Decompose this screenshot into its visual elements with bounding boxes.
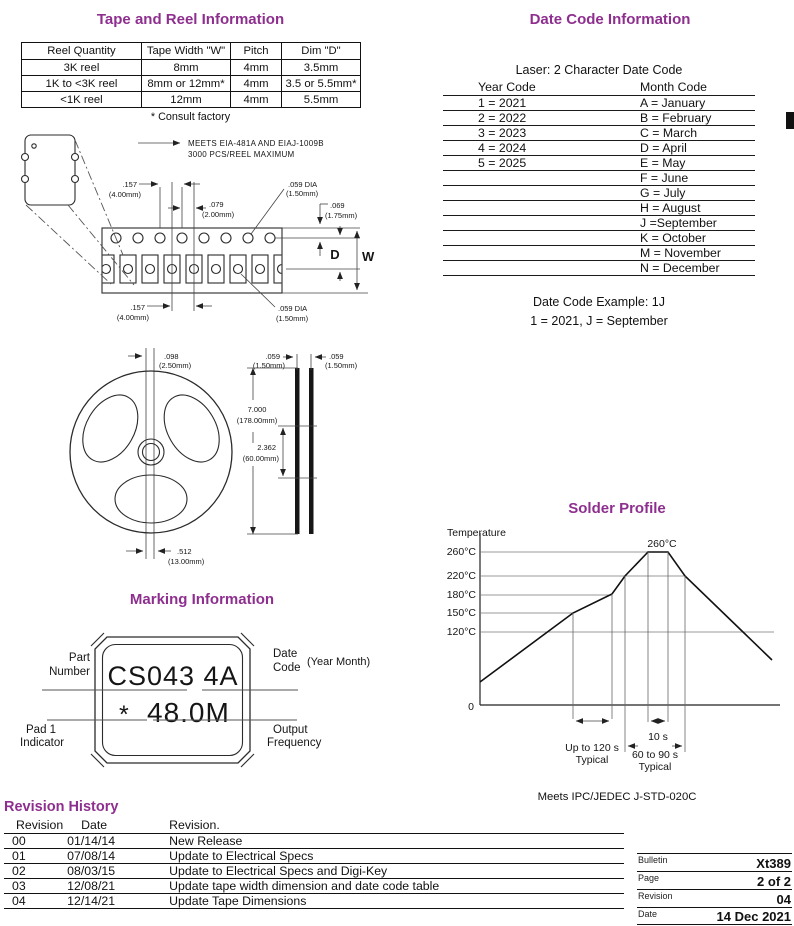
- cell: <1K reel: [22, 92, 142, 108]
- tape-drawing: [10, 125, 410, 335]
- bulletin-label: Bulletin: [638, 855, 668, 865]
- marking-heading: Marking Information: [129, 591, 275, 608]
- cell: 01/14/14: [63, 833, 163, 848]
- marking-pad1-star: *: [119, 701, 129, 729]
- col-header: Revision.: [163, 818, 624, 833]
- reel-drawing: [40, 340, 400, 585]
- dim-pitch-mm: (4.00mm): [108, 190, 141, 199]
- revision-row: [4, 863, 624, 878]
- month-code: E = May: [640, 155, 755, 170]
- y-axis-label: Temperature: [447, 527, 506, 539]
- table-row: [22, 76, 361, 92]
- label-date: Date: [273, 648, 298, 660]
- info-row: [637, 871, 792, 889]
- cell: 4mm: [231, 92, 282, 108]
- cell: 5.5mm: [282, 92, 361, 108]
- annotation-reflow-typical: Typical: [638, 761, 672, 773]
- dim-offset: .079: [209, 200, 224, 209]
- col-header: Tape Width "W": [142, 43, 231, 60]
- label-pad1: Pad 1: [26, 724, 57, 736]
- dim-center-hole: .512: [177, 547, 192, 556]
- table-row: [22, 92, 361, 108]
- page-value: 2 of 2: [757, 874, 791, 889]
- date-label: Date: [638, 909, 658, 919]
- month-code: K = October: [640, 230, 755, 245]
- date-code-table: [443, 79, 755, 276]
- month-code: H = August: [640, 200, 755, 215]
- bulletin-value: Xt389: [756, 856, 791, 871]
- dim-tape2: .059: [329, 352, 344, 361]
- label-output: Output: [273, 724, 308, 736]
- label-number: Number: [49, 666, 90, 678]
- revision-row: [4, 893, 624, 908]
- dim-hub: 2.362: [257, 443, 276, 452]
- svg-text:180°C: 180°C: [446, 589, 476, 601]
- svg-text:150°C: 150°C: [446, 607, 476, 619]
- date-code-example-detail: 1 = 2021, J = September: [530, 314, 668, 328]
- month-code: A = January: [640, 95, 755, 110]
- dim-hub-mm: (60.00mm): [242, 454, 279, 463]
- solder-profile-heading: Solder Profile: [568, 500, 666, 517]
- dim-hole-dia-bottom: .059 DIA: [278, 304, 308, 313]
- dim-hole-dia: .059 DIA: [288, 180, 318, 189]
- cell: 02: [4, 863, 63, 878]
- document-info-box: [637, 853, 792, 925]
- revision-history-heading: Revision History: [4, 799, 119, 815]
- cell: 4mm: [231, 60, 282, 76]
- cell: 8mm or 12mm*: [142, 76, 231, 92]
- table-footnote: * Consult factory: [150, 111, 231, 123]
- info-row: [637, 907, 792, 925]
- marking-part-number: CS043 4A: [107, 661, 239, 691]
- month-code: J =September: [640, 215, 755, 230]
- cell: 8mm: [142, 60, 231, 76]
- cell: 03: [4, 878, 63, 893]
- cell: 3K reel: [22, 60, 142, 76]
- origin-label: 0: [468, 701, 474, 713]
- revision-row: [4, 878, 624, 893]
- dim-pitch-bottom-mm: (4.00mm): [116, 313, 149, 322]
- reference-drop-lines: [573, 552, 685, 752]
- dim-w-label: W: [362, 249, 375, 264]
- month-code: N = December: [640, 260, 755, 275]
- cell: 07/08/14: [63, 848, 163, 863]
- date-code-heading: Date Code Information: [529, 11, 691, 28]
- cell: Update to Electrical Specs: [163, 848, 624, 863]
- month-code: B = February: [640, 110, 755, 125]
- month-code-header: Month Code: [640, 79, 755, 95]
- revision-history-table: [4, 818, 624, 909]
- cell: 4mm: [231, 76, 282, 92]
- cell: 3.5mm: [282, 60, 361, 76]
- label-part: Part: [68, 652, 90, 664]
- dim-slot: .098: [164, 352, 179, 361]
- year-code-header: Year Code: [443, 79, 640, 95]
- tape-reel-table: [21, 42, 361, 108]
- info-row: [637, 853, 792, 871]
- dim-hole-dia-bottom-mm: (1.50mm): [276, 314, 309, 323]
- annotation-reflow: 60 to 90 s: [631, 749, 679, 761]
- revision-header-row: [4, 818, 624, 833]
- dim-tape2-mm: (1.50mm): [325, 361, 358, 370]
- peak-label: 260°C: [647, 538, 677, 550]
- marking-frequency: 48.0M: [147, 697, 230, 728]
- revision-row: [4, 833, 624, 848]
- cell: New Release: [163, 833, 624, 848]
- col-header: Pitch: [231, 43, 282, 60]
- table-row: [22, 60, 361, 76]
- annotation-peak-time: 10 s: [648, 731, 668, 743]
- cell: 04: [4, 893, 63, 908]
- cell: 08/03/15: [63, 863, 163, 878]
- reel-side-view: [295, 368, 300, 534]
- page-edge-mark: [786, 112, 794, 129]
- marking-drawing: [10, 605, 400, 775]
- cell: 00: [4, 833, 63, 848]
- pad1-dot: [32, 144, 36, 148]
- revision-label: Revision: [638, 891, 673, 901]
- col-header: Dim "D": [282, 43, 361, 60]
- year-code: 4 = 2024: [443, 140, 640, 155]
- component-outline: [25, 135, 75, 205]
- cell: Update tape width dimension and date code table: [163, 878, 624, 893]
- dim-slot-mm: (2.50mm): [159, 361, 192, 370]
- year-code: 1 = 2021: [443, 95, 640, 110]
- tape-note-line2: 3000 PCS/REEL MAXIMUM: [188, 150, 295, 159]
- year-code: 3 = 2023: [443, 125, 640, 140]
- month-code: G = July: [640, 185, 755, 200]
- table-header-row: [22, 43, 361, 60]
- dim-pitch-bottom: .157: [130, 303, 145, 312]
- col-header: Revision: [4, 818, 63, 833]
- cell: 3.5 or 5.5mm*: [282, 76, 361, 92]
- label-code: Code: [273, 662, 301, 674]
- year-code: 2 = 2022: [443, 110, 640, 125]
- label-indicator: Indicator: [20, 737, 65, 749]
- dim-hole-dia-mm: (1.50mm): [286, 189, 319, 198]
- cell: 12/14/21: [63, 893, 163, 908]
- reel-hub: [138, 439, 164, 465]
- tape-reel-heading: Tape and Reel Information: [96, 11, 285, 28]
- dim-center-hole-mm: (13.00mm): [168, 557, 205, 566]
- y-tick-labels: [447, 546, 477, 638]
- dim-d-label: D: [330, 247, 340, 262]
- cell: 01: [4, 848, 63, 863]
- reflow-profile-line: [480, 552, 772, 682]
- cell: Update to Electrical Specs and Digi-Key: [163, 863, 624, 878]
- dim-reel-dia-mm: (178.00mm): [236, 416, 278, 425]
- dim-pitch: .157: [122, 180, 137, 189]
- label-year-month: (Year Month): [307, 656, 371, 668]
- month-code: F = June: [640, 170, 755, 185]
- col-header: Date: [63, 818, 163, 833]
- col-header: Reel Quantity: [22, 43, 142, 60]
- dim-tape1-mm: (1.50mm): [252, 361, 285, 370]
- annotation-preheat: Up to 120 s: [565, 742, 619, 754]
- year-code: 5 = 2025: [443, 155, 640, 170]
- dim-tape1: .059: [265, 352, 280, 361]
- cell: Update Tape Dimensions: [163, 893, 624, 908]
- month-code: D = April: [640, 140, 755, 155]
- solder-profile-chart: [430, 500, 790, 800]
- revision-row: [4, 848, 624, 863]
- revision-value: 04: [776, 892, 791, 907]
- month-code: C = March: [640, 125, 755, 140]
- page-label: Page: [638, 873, 660, 883]
- cell: 12mm: [142, 92, 231, 108]
- svg-text:120°C: 120°C: [446, 626, 476, 638]
- svg-text:220°C: 220°C: [446, 570, 476, 582]
- month-code: M = November: [640, 245, 755, 260]
- dim-edge: .069: [330, 201, 345, 210]
- date-code-subtitle: Laser: 2 Character Date Code: [515, 63, 683, 77]
- date-value: 14 Dec 2021: [716, 909, 791, 924]
- reel-rim: [70, 371, 232, 533]
- cell: 12/08/21: [63, 878, 163, 893]
- cell: 1K to <3K reel: [22, 76, 142, 92]
- dim-reel-dia: 7.000: [247, 405, 267, 414]
- dim-edge-mm: (1.75mm): [325, 211, 358, 220]
- annotation-preheat-typical: Typical: [575, 754, 609, 766]
- info-row: [637, 889, 792, 907]
- compliance-note: Meets IPC/JEDEC J-STD-020C: [537, 791, 697, 803]
- svg-text:260°C: 260°C: [446, 546, 476, 558]
- date-code-example: Date Code Example: 1J: [532, 295, 665, 309]
- label-frequency: Frequency: [267, 737, 322, 749]
- dim-offset-mm: (2.00mm): [202, 210, 235, 219]
- tape-note-line1: MEETS EIA-481A AND EIAJ-1009B: [188, 139, 324, 148]
